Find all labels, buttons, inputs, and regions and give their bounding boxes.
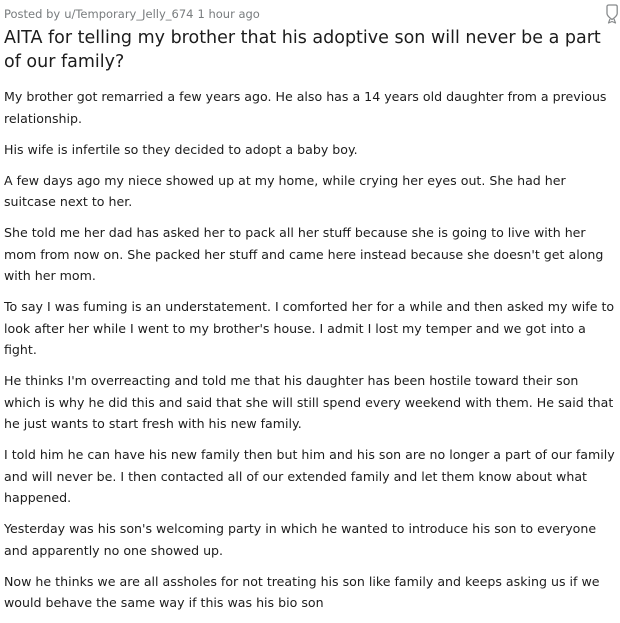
post-body [4,86,616,623]
post-title: AITA for telling my brother that his adoptive son will never be a part of our family? [4,28,601,72]
post-paragraph: He thinks I'm overreacting and told me that his daughter has been hostile toward their son which is why he did this and said that she will still spend every weekend with them. He said that he just wants to start fresh with his new family. [4,373,614,431]
post-paragraph: Now he thinks we are all assholes for not treating his son like family and keeps asking us if we would behave the same way if this was his bio son [4,573,600,610]
post-paragraph: A few days ago my niece showed up at my home, while crying her eyes out. She had her suitcase next to her. [4,172,566,209]
post-paragraph: To say I was fuming is an understatement. I comforted her for a while and then asked my wife to look after her while I went to my brother's house. I admit I lost my temper and we got into a fight. [4,299,615,357]
award-icon[interactable] [604,4,620,24]
post-paragraph: She told me her dad has asked her to pack all her stuff because she is going to live with her mom from now on. She packed her stuff and came here instead because she doesn't get along with her mom. [4,225,604,283]
post-paragraph: Yesterday was his son's welcoming party in which he wanted to introduce his son to everyone and apparently no one showed up. [4,521,597,558]
post-paragraph: My brother got remarried a few years ago. He also has a 14 years old daughter from a previous relationship. [4,89,607,126]
author-username-link[interactable]: u/Temporary_Jelly_674 [64,7,194,21]
award-icon-glyph [604,4,620,24]
post-paragraph: I told him he can have his new family then but him and his son are no longer a part of our family and will never be. I then contacted all of our extended family and let them know about what happened. [4,447,615,505]
post-paragraph: His wife is infertile so they decided to adopt a baby boy. [4,141,358,157]
posted-by-label: Posted by [4,7,61,21]
post-timestamp: 1 hour ago [197,7,260,21]
post-meta [4,6,260,22]
